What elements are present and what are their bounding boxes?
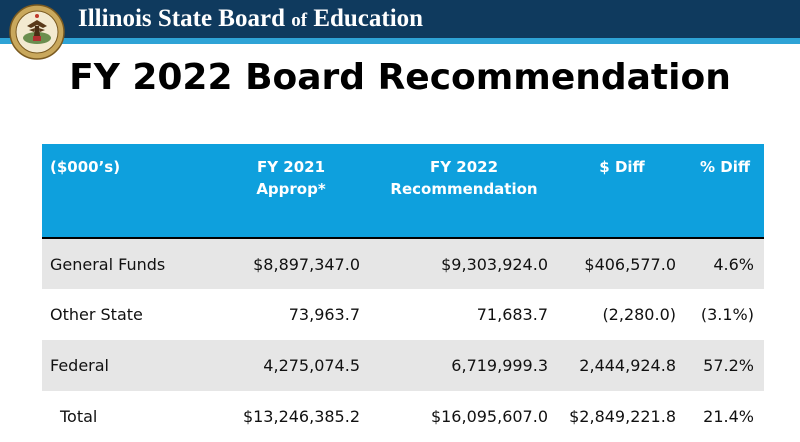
cell-dollar-diff: (2,280.0) xyxy=(602,305,676,324)
slide-title: FY 2022 Board Recommendation xyxy=(69,57,731,98)
row-label: Total xyxy=(60,407,98,426)
cell-fy2021: $8,897,347.0 xyxy=(253,254,360,274)
header-units: ($000’s) xyxy=(50,158,121,176)
cell-fy2021: $13,246,385.2 xyxy=(242,407,360,426)
illinois-state-seal-icon xyxy=(9,4,65,60)
header-fy2021-approp: FY 2021 Approp* xyxy=(256,158,326,198)
row-label: General Funds xyxy=(50,254,166,274)
header-fy2022-recommendation: FY 2022 Recommendation xyxy=(390,158,538,198)
table-row-other-state xyxy=(42,289,764,340)
cell-percent-diff: (3.1%) xyxy=(700,305,754,324)
cell-fy2021: 73,963.7 xyxy=(288,305,360,324)
table-row-general-funds xyxy=(42,238,764,289)
cell-fy2022: $16,095,607.0 xyxy=(430,407,548,426)
cell-fy2021: 4,275,074.5 xyxy=(263,356,360,375)
header-percent-diff: % Diff xyxy=(700,158,750,176)
table-row-total xyxy=(42,391,764,442)
header-accent-stripe xyxy=(0,38,800,44)
cell-fy2022: 6,719,999.3 xyxy=(451,356,548,375)
cell-fy2022: $9,303,924.0 xyxy=(441,254,548,274)
cell-dollar-diff: $2,849,221.8 xyxy=(569,407,676,426)
table-row-federal xyxy=(42,340,764,391)
header-dollar-diff: $ Diff xyxy=(599,158,645,176)
row-label: Other State xyxy=(50,305,143,324)
cell-dollar-diff: 2,444,924.8 xyxy=(579,356,676,375)
cell-percent-diff: 4.6% xyxy=(713,254,754,274)
cell-percent-diff: 57.2% xyxy=(703,356,754,375)
cell-percent-diff: 21.4% xyxy=(703,407,754,426)
organization-name: Illinois State Board of Education xyxy=(78,5,424,32)
budget-table xyxy=(42,144,764,442)
cell-fy2022: 71,683.7 xyxy=(476,305,548,324)
cell-dollar-diff: $406,577.0 xyxy=(584,254,676,274)
row-label: Federal xyxy=(50,356,109,375)
table-header-row xyxy=(42,144,764,238)
